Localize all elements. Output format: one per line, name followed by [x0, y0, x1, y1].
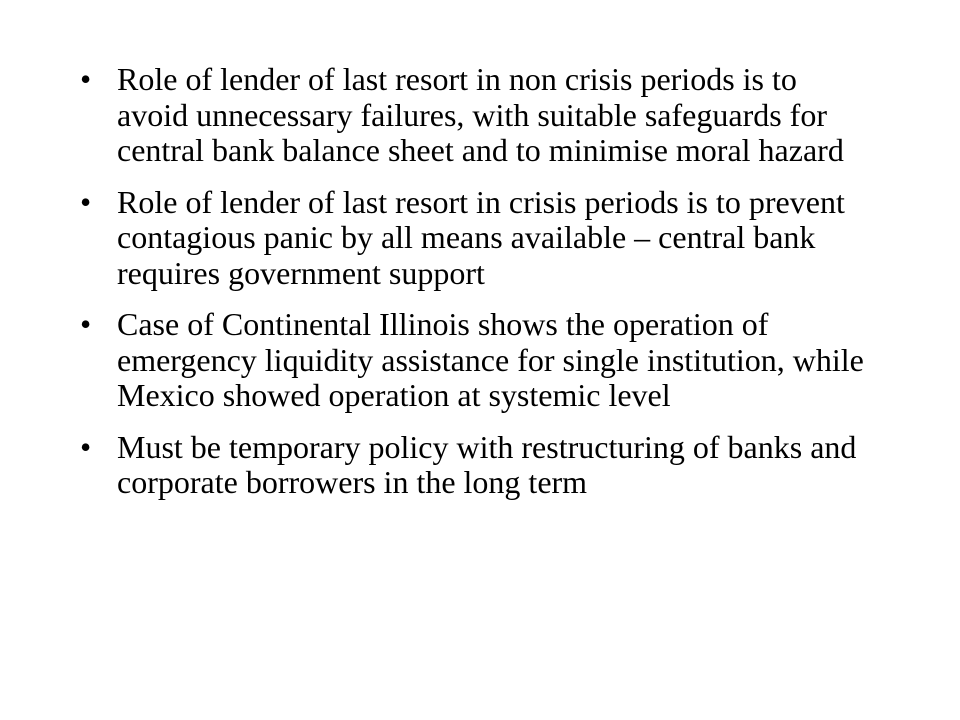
- bullet-dot-icon: •: [80, 61, 92, 97]
- bullet-dot-icon: •: [80, 183, 92, 220]
- bullet-dot-icon: •: [80, 428, 92, 465]
- bullet-item: [80, 430, 870, 501]
- bullet-item: [80, 185, 870, 292]
- bullet-item: [80, 62, 870, 169]
- bullet-list: [80, 62, 870, 517]
- bullet-dot-icon: •: [80, 306, 92, 342]
- bullet-item: [80, 307, 870, 414]
- bullet-text: Case of Continental Illinois shows the operation of emergency liquidity assistance for single institution, while Mexico showed operation at systemic level: [117, 306, 864, 413]
- bullet-text: Must be temporary policy with restructuring of banks and corporate borrowers in the long term: [117, 428, 857, 500]
- bullet-text: Role of lender of last resort in crisis periods is to prevent contagious panic by all means available – central bank requires government support: [117, 183, 845, 291]
- bullet-text: Role of lender of last resort in non crisis periods is to avoid unnecessary failures, with suitable safeguards for central bank balance sheet and to minimise moral hazard: [117, 61, 844, 168]
